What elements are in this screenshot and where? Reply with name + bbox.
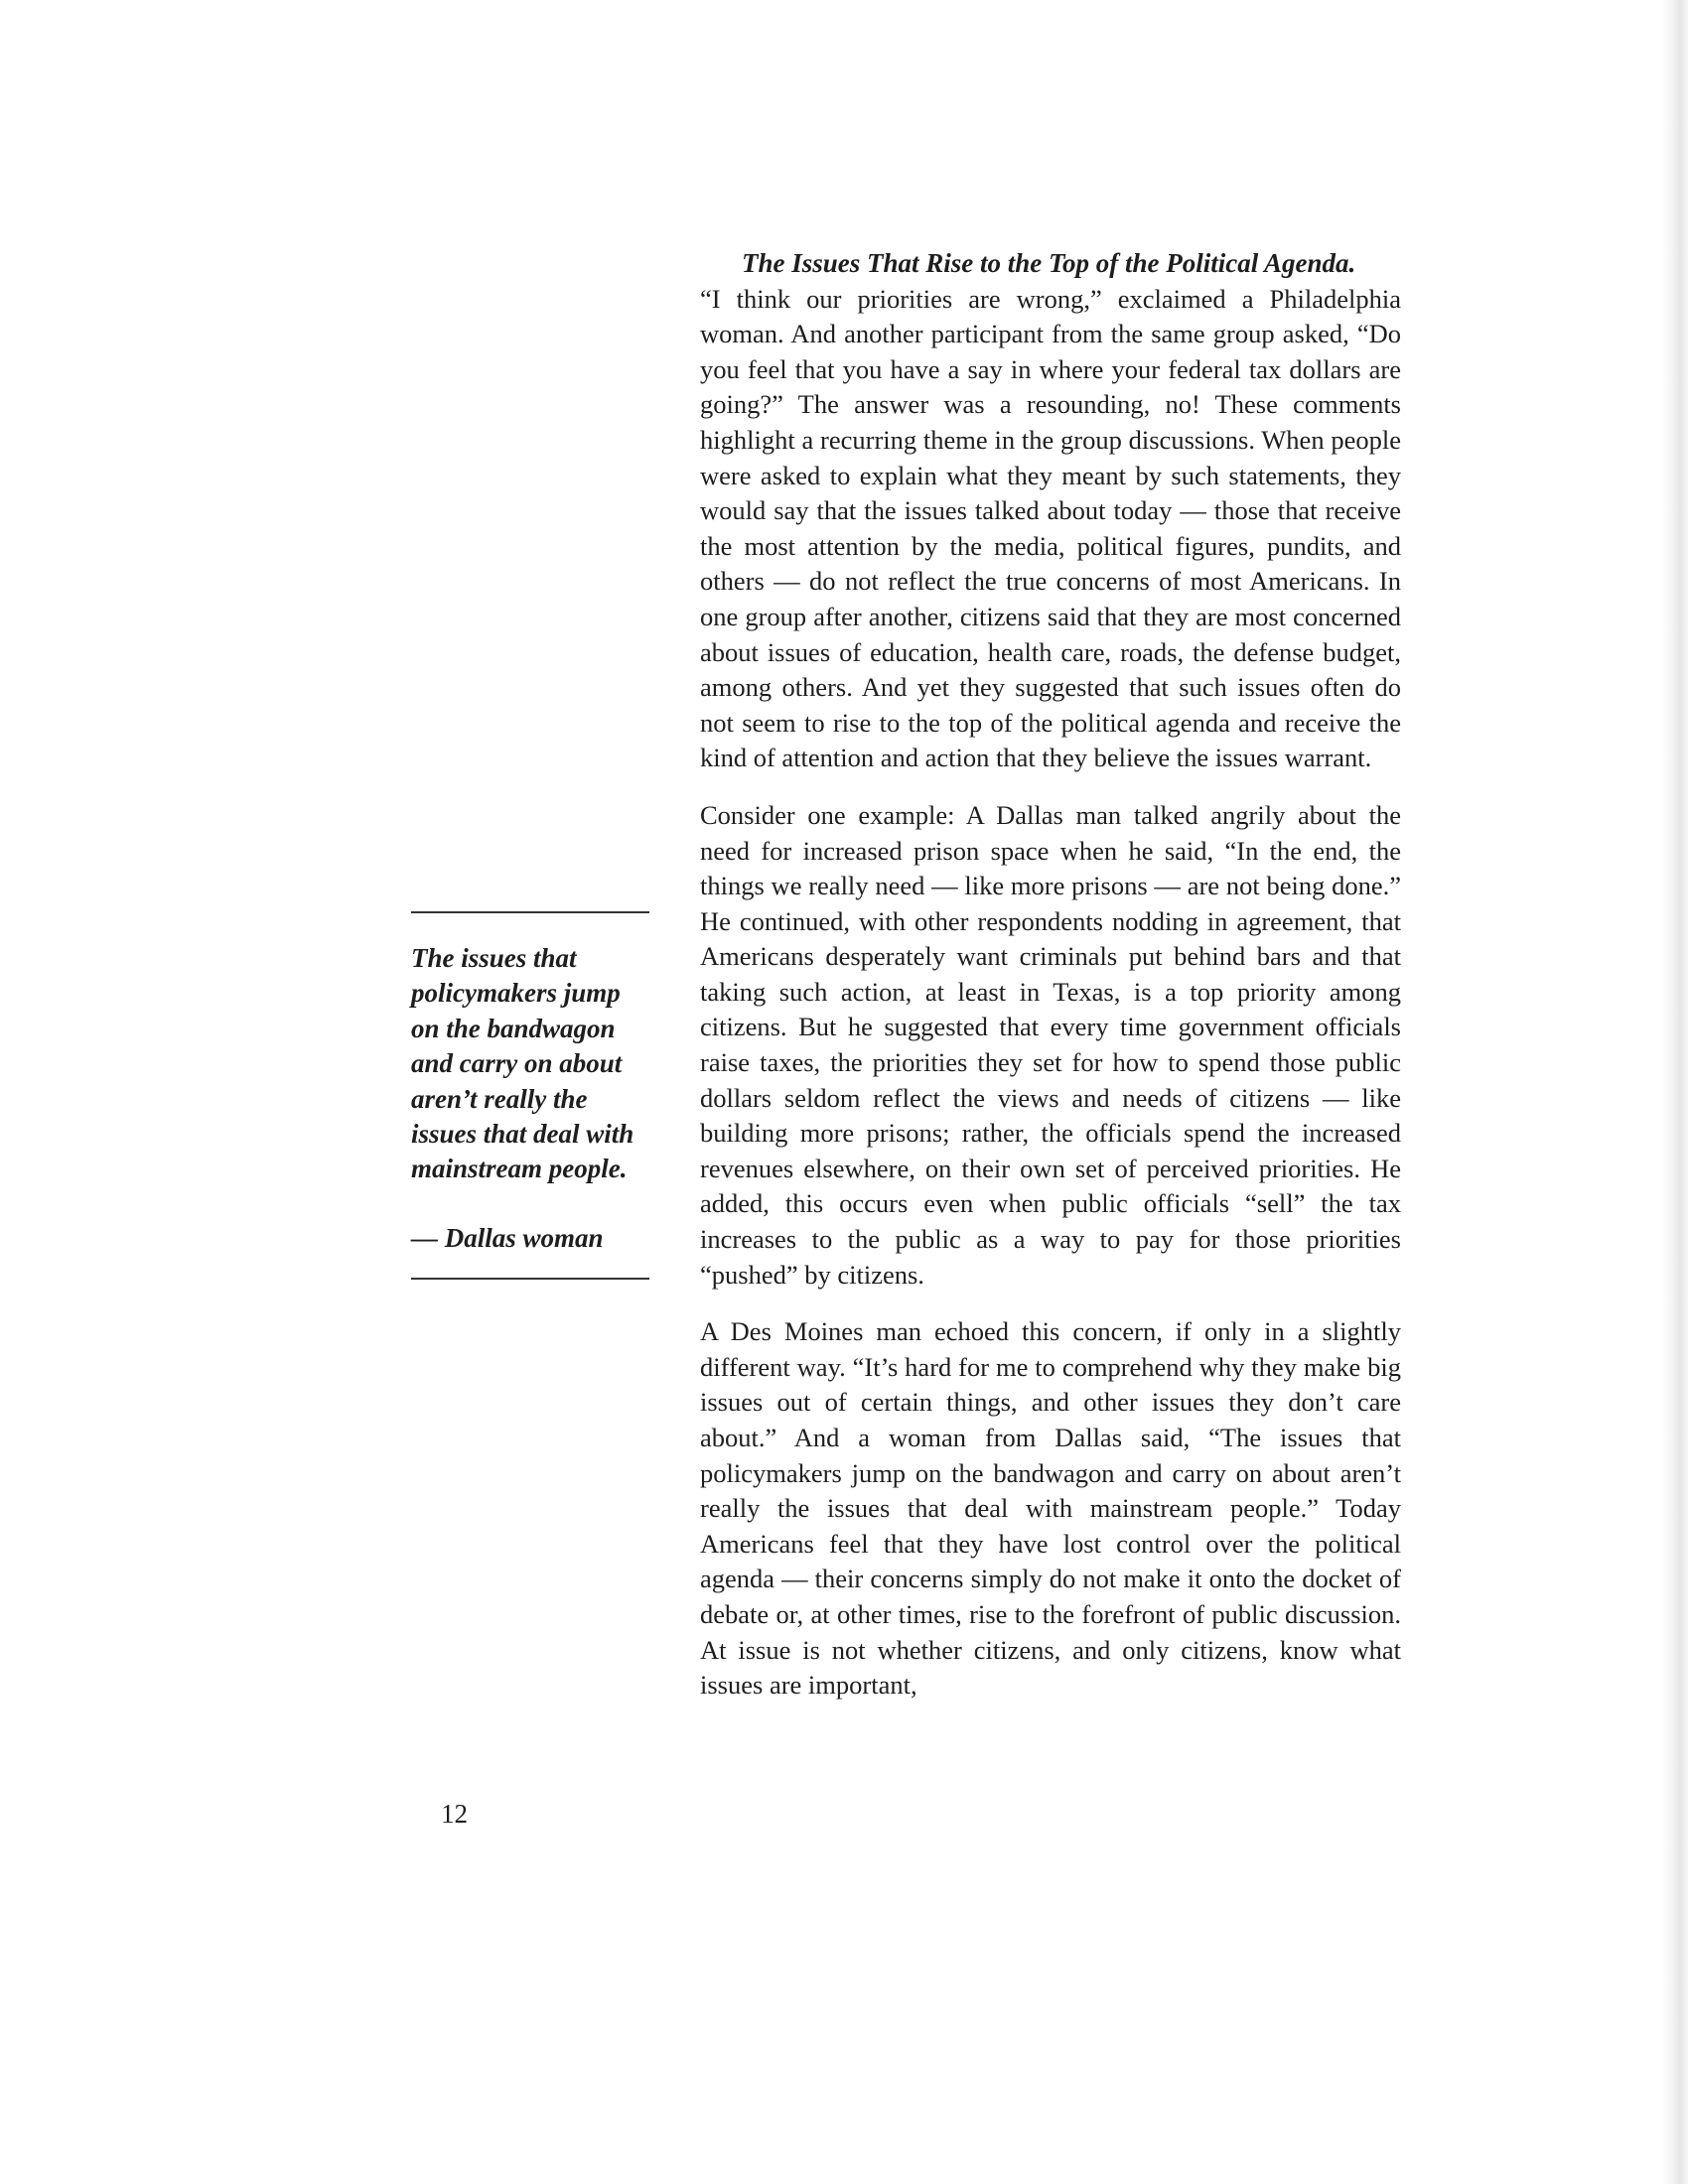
pull-quote — [411, 911, 649, 1280]
pull-quote-bottom-rule — [411, 1278, 649, 1280]
section-heading: The Issues That Rise to the Top of the Political Agenda. — [742, 248, 1356, 278]
page-edge-shadow — [1662, 0, 1688, 2184]
body-paragraph-1-text: “I think our priorities are wrong,” exclaimed a Philadelphia woman. And another participant from the same group asked, “Do you feel that you have a say in where your federal tax dollars are going?” The answer was a resounding, no! These comments highlight a recurring theme in the group discussions. When people were asked to explain what they meant by such statements, they would say that the issues talked about today — those that receive the most attention by the media, political figures, pundits, and others — do not reflect the true concerns of most Americans. In one group after another, citizens said that they are most concerned about issues of education, health care, roads, the defense budget, among others. And yet they suggested that such issues often do not seem to rise to the top of the political agenda and receive the kind of attention and action that they believe the issues warrant. — [700, 283, 1401, 773]
main-text-column — [700, 246, 1401, 1725]
pull-quote-text: The issues that policymakers jump on the bandwagon and carry on about aren’t really the issues that deal with mainstream people. — [411, 943, 634, 1184]
body-paragraph-3: A Des Moines man echoed this concern, if only in a slightly different way. “It’s hard for me to comprehend why they make big issues out of certain things, and other issues they don’t care about.” And a woman from Dallas said, “The issues that policymakers jump on the bandwagon and carry on about aren’t really the issues that deal with mainstream people.” Today Americans feel that they have lost control over the political agenda — their concerns simply do not make it onto the docket of debate or, at other times, rise to the forefront of public discussion. At issue is not whether citizens, and only citizens, know what issues are important, — [700, 1316, 1401, 1701]
pull-quote-attribution: — Dallas woman — [411, 1222, 604, 1253]
body-paragraph-1 — [700, 246, 1401, 776]
page-number: 12 — [441, 1799, 468, 1829]
body-paragraph-2: Consider one example: A Dallas man talked angrily about the need for increased prison space when he said, “In the end, the things we really need — like more prisons — are not being done.” He continued, with other respondents nodding in agreement, that Americans desperately want criminals put behind bars and that taking such action, at least in Texas, is a top priority among citizens. But he suggested that every time government officials raise taxes, the priorities they set for how to spend those public dollars seldom reflect the views and needs of citizens — like building more prisons; rather, the officials spend the increased revenues elsewhere, on their own set of perceived priorities. He added, this occurs even when public officials “sell” the tax increases to the public as a way to pay for those priorities “pushed” by citizens. — [700, 799, 1401, 1290]
pull-quote-top-rule — [411, 911, 649, 913]
